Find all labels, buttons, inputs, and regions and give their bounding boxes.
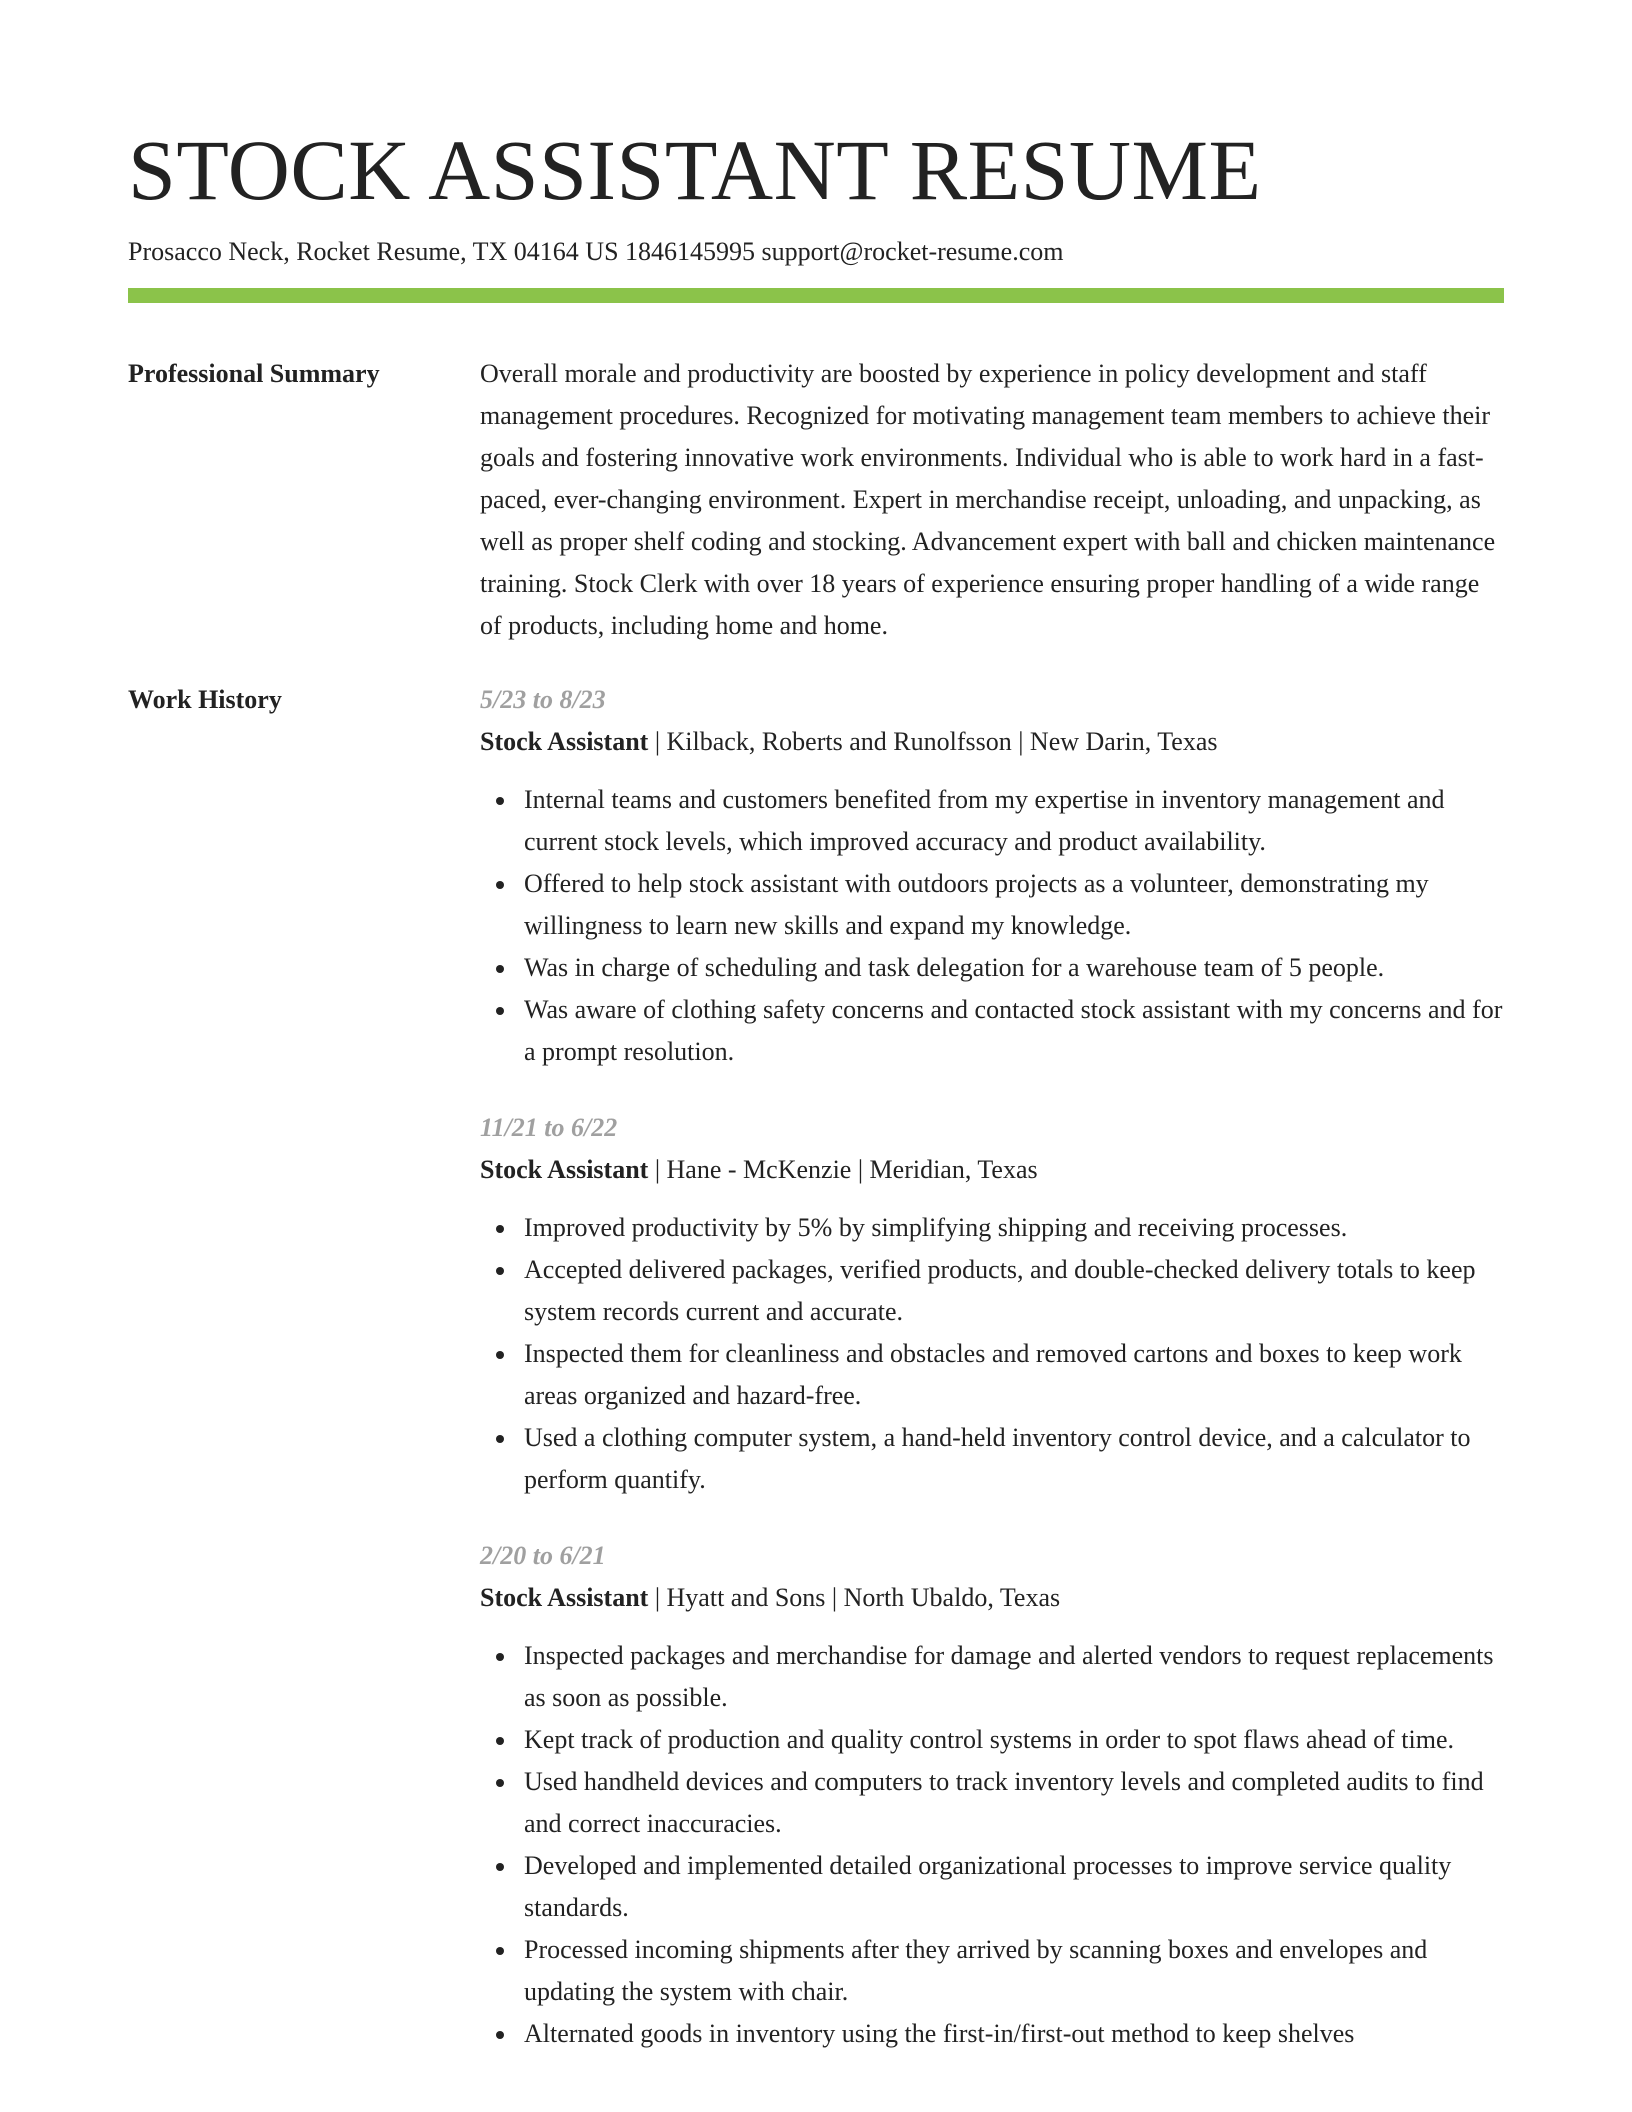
professional-summary-section [128,353,1504,647]
job-heading [480,1149,1504,1191]
job-bullet: Was aware of clothing safety concerns and contacted stock assistant with my concerns and for a prompt resolution. [524,989,1504,1073]
job-bullet-list [480,1635,1504,2055]
job-bullet: Inspected them for cleanliness and obstacles and removed cartons and boxes to keep work areas organized and hazard-free. [524,1333,1504,1417]
job-dates: 5/23 to 8/23 [480,685,606,714]
job-heading [480,1577,1504,1619]
summary-body [480,353,1504,647]
job-title: Stock Assistant [480,1155,649,1184]
section-label-summary: Professional Summary [128,359,380,388]
job-bullet: Accepted delivered packages, verified products, and double-checked delivery totals to keep system records current and accurate. [524,1249,1504,1333]
job-dates: 11/21 to 6/22 [480,1113,618,1142]
job-bullet: Kept track of production and quality control systems in order to spot flaws ahead of time. [524,1719,1504,1761]
job-details: | Hyatt and Sons | North Ubaldo, Texas [648,1583,1061,1612]
job-title: Stock Assistant [480,727,649,756]
job-entry [480,1535,1504,2055]
work-history-body [480,679,1504,2089]
job-details: | Kilback, Roberts and Runolfsson | New Darin, Texas [648,727,1218,756]
job-bullet: Offered to help stock assistant with outdoors projects as a volunteer, demonstrating my willingness to learn new skills and expand my knowledge. [524,863,1504,947]
job-bullet: Used a clothing computer system, a hand-held inventory control device, and a calculator to perform quantify. [524,1417,1504,1501]
job-title: Stock Assistant [480,1583,649,1612]
resume-page [128,0,1504,2089]
job-bullet: Developed and implemented detailed organizational processes to improve service quality standards. [524,1845,1504,1929]
job-bullet: Alternated goods in inventory using the first-in/first-out method to keep shelves [524,2013,1504,2055]
section-label-work-history: Work History [128,685,282,714]
job-dates: 2/20 to 6/21 [480,1541,606,1570]
job-entry [480,1107,1504,1501]
job-bullet: Inspected packages and merchandise for damage and alerted vendors to request replacements as soon as possible. [524,1635,1504,1719]
job-details: | Hane - McKenzie | Meridian, Texas [648,1155,1038,1184]
contact-info: Prosacco Neck, Rocket Resume, TX 04164 US 1846145995 support@rocket-resume.com [128,237,1064,266]
job-entry [480,679,1504,1073]
accent-divider [128,288,1504,303]
job-heading [480,721,1504,763]
work-history-section [128,679,1504,2089]
job-bullet: Processed incoming shipments after they arrived by scanning boxes and envelopes and updating the system with chair. [524,1929,1504,2013]
resume-title: STOCK ASSISTANT RESUME [128,122,1262,218]
job-bullet: Internal teams and customers benefited from my expertise in inventory management and current stock levels, which improved accuracy and product availability. [524,779,1504,863]
summary-text: Overall morale and productivity are boosted by experience in policy development and staff management procedures. Recognized for motivating management team members to achieve their goals and fostering innovative work environments. Individual who is able to work hard in a fast-paced, ever-changing environment. Expert in merchandise receipt, unloading, and unpacking, as well as proper shelf coding and stocking. Advancement expert with ball and chicken maintenance training. Stock Clerk with over 18 years of experience ensuring proper handling of a wide range of products, including home and home. [480,359,1496,640]
job-bullet: Was in charge of scheduling and task delegation for a warehouse team of 5 people. [524,947,1504,989]
job-bullet-list [480,779,1504,1073]
job-bullet: Used handheld devices and computers to track inventory levels and completed audits to find and correct inaccuracies. [524,1761,1504,1845]
job-bullet-list [480,1207,1504,1501]
job-bullet: Improved productivity by 5% by simplifying shipping and receiving processes. [524,1207,1504,1249]
